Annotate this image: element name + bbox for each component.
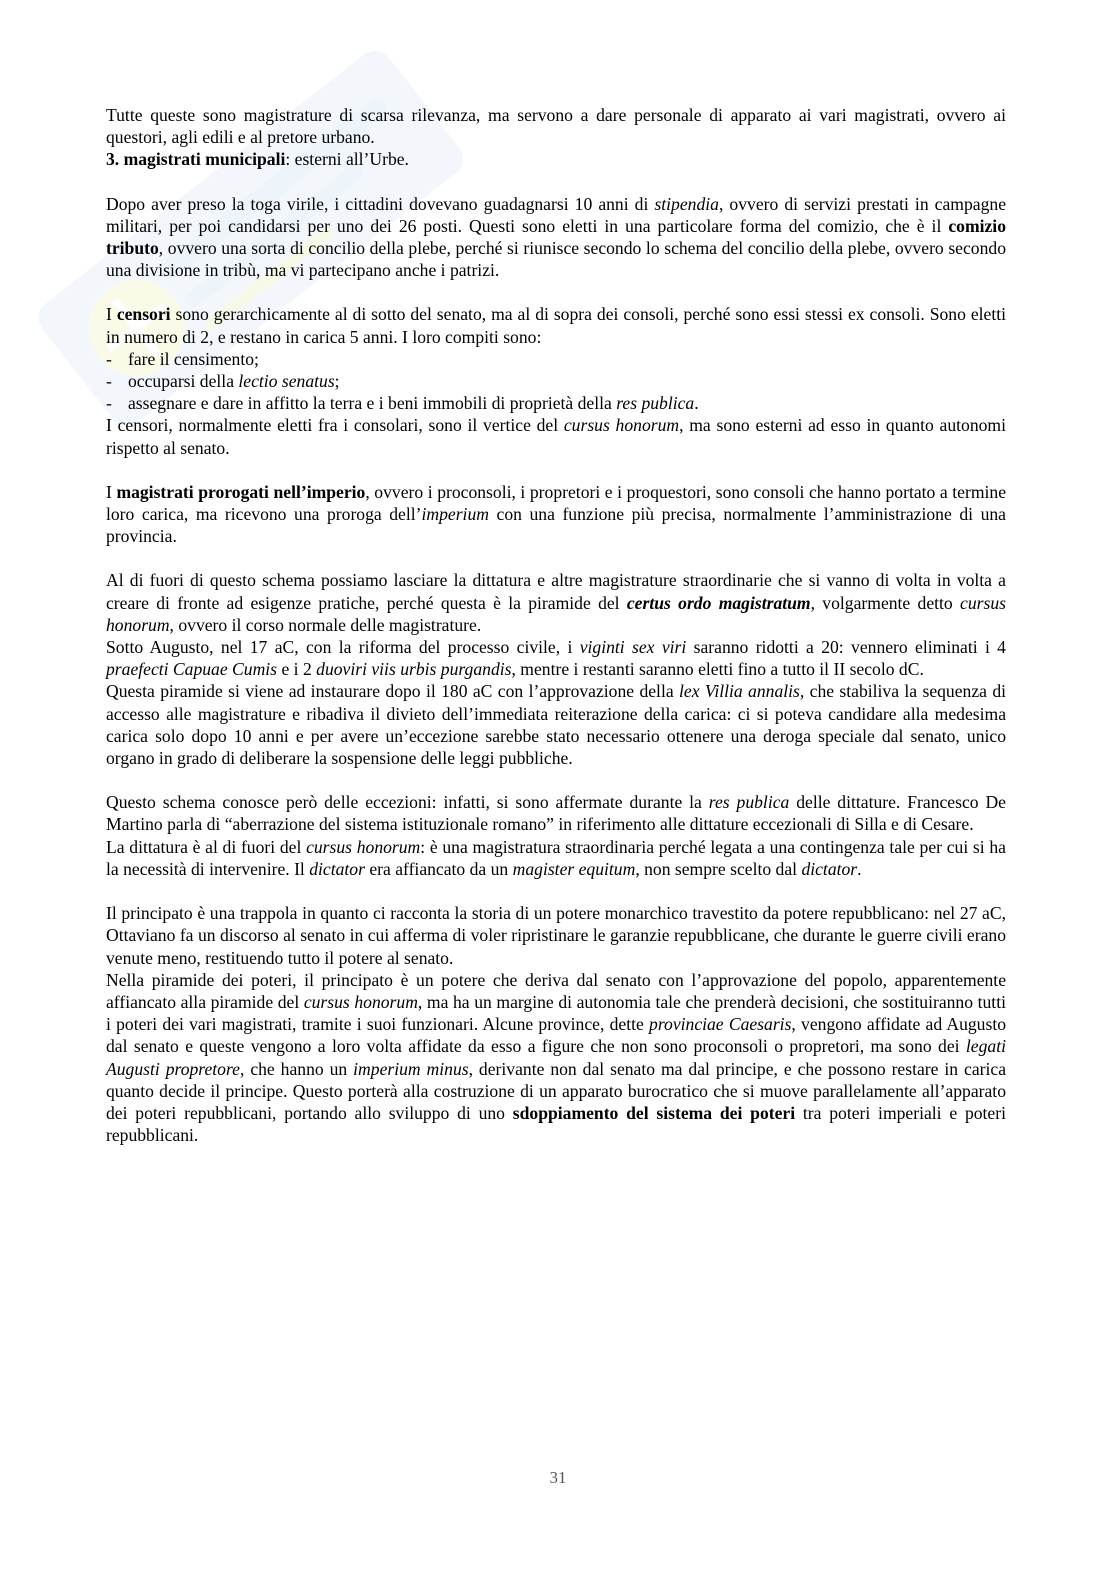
list-item	[106, 348, 1006, 370]
text-run: Al di fuori di questo schema possiamo lasciare la dittatura e altre magistrature straordinarie che si vanno di volta in volta a creare di fronte ad esigenze pratiche, perché questa è la piramide del	[106, 570, 1006, 613]
text-run: , ovvero una sorta di concilio della plebe, perché si riunisce secondo lo schema del concilio della plebe, ovvero secondo una divisione in tribù, ma vi partecipano anche i patrizi.	[106, 238, 1006, 281]
bold-text: 3. magistrati municipali	[106, 149, 286, 170]
paragraph	[106, 148, 1006, 170]
italic-text: lectio senatus	[238, 371, 335, 392]
bold-text: certus ordo magistratum	[626, 592, 811, 613]
text-run: fare il censimento;	[128, 348, 259, 369]
bold-text: censori	[116, 304, 171, 325]
text-run: era affiancato da un	[364, 858, 513, 879]
text-run: .	[694, 393, 699, 414]
bold-text: comizio tributo	[106, 215, 1006, 259]
text-run: , ovvero di servizi prestati in campagne militari, per poi candidarsi per uno dei 26 posti. Questi sono eletti in una particolare forma del comizio, che è il	[106, 193, 1006, 236]
text-run: , ovvero i proconsoli, i propretori e i proquestori, sono consoli che hanno portato a termine loro carica, ma ricevono una proroga dell’	[106, 481, 1007, 525]
text-run: La dittatura è al di fuori del	[106, 836, 307, 857]
italic-text: viginti sex viri	[579, 637, 687, 658]
paragraph	[106, 680, 1006, 769]
paragraph	[106, 481, 1006, 548]
italic-text: stipendia	[654, 193, 719, 214]
text-run: , vengono affidate ad Augusto dal senato e queste vengono a loro volta affidate da esso a figure che non sono proconsoli o propretori, ma sono dei	[106, 1014, 1006, 1057]
paragraph	[106, 902, 1006, 969]
bullet-list	[106, 348, 1006, 415]
paragraph	[106, 104, 1006, 148]
text-run: I	[106, 304, 117, 325]
paragraph	[106, 636, 1006, 680]
italic-text: cursus honorum	[563, 415, 680, 436]
italic-text: imperium	[421, 504, 489, 525]
italic-text: provinciae Caesaris	[649, 1014, 792, 1035]
text-run: .	[857, 858, 862, 879]
bold-text: sdoppiamento del sistema dei poteri	[512, 1102, 796, 1123]
text-run: Dopo aver preso la toga virile, i cittadini dovevano guadagnarsi 10 anni di	[106, 193, 655, 214]
text-run: delle dittature. Francesco De Martino parla di “aberrazione del sistema istituzionale romano” in riferimento alle dittature eccezionali di Silla e di Cesare.	[106, 792, 1006, 835]
italic-text: praefecti Capuae Cumis	[106, 659, 278, 680]
paragraph	[106, 303, 1006, 347]
italic-text: duoviri viis urbis purgandis	[316, 659, 512, 680]
text-run: , derivante non dal senato ma dal principe, e che possono restare in carica quanto decide il principe. Questo porterà alla costruzione di un apparato burocratico che si muove parallelamente all’apparato dei poteri repubblicani, portando allo sviluppo di uno	[106, 1058, 1007, 1123]
paragraph	[106, 791, 1006, 835]
text-run: , mentre i restanti saranno eletti fino a tutto il II secolo dC.	[511, 659, 924, 680]
italic-text: lex Villia annalis,	[679, 681, 805, 702]
text-run: Nella piramide dei poteri, il principato è un potere che deriva dal senato con l’approvazione del popolo, apparentemente affiancato alla piramide del	[106, 969, 1006, 1012]
paragraph	[106, 414, 1006, 458]
bold-text: magistrati prorogati nell’imperio	[116, 481, 366, 502]
text-run: : è una magistratura straordinaria perché legata a una contingenza tale per cui si ha la necessità di intervenire. Il	[106, 836, 1006, 879]
text-run: tra poteri imperiali e poteri repubblicani.	[106, 1102, 1006, 1146]
italic-text: cursus honorum	[306, 836, 421, 857]
paragraph	[106, 969, 1006, 1147]
italic-text: cursus honorum	[106, 592, 1006, 635]
text-run: saranno ridotti a 20: vennero eliminati i 4	[686, 637, 1006, 658]
paragraph	[106, 569, 1006, 636]
text-run: Sotto Augusto, nel 17 aC, con la riforma del processo civile, i	[106, 637, 580, 658]
italic-text: dictator	[309, 858, 365, 879]
text-run: Tutte queste sono magistrature di scarsa rilevanza, ma servono a dare personale di apparato ai vari magistrati, ovvero ai questori, agli edili e al pretore urbano.	[106, 105, 1006, 148]
text-run: Il principato è una trappola in quanto ci racconta la storia di un potere monarchico travestito da potere repubblicano: nel 27 aC, Ottaviano fa un discorso al senato in cui afferma di voler ripristinare le garanzie repubblicane, che durante le guerre civili erano venute meno, restituendo tutto il potere al senato.	[106, 903, 1006, 968]
list-item	[106, 392, 1006, 414]
italic-text: cursus honorum	[303, 991, 418, 1012]
text-run: assegnare e dare in affitto la terra e i beni immobili di proprietà della	[128, 393, 617, 414]
text-run: I censori, normalmente eletti fra i consolari, sono il vertice del	[106, 415, 564, 436]
italic-text: res publica	[616, 393, 695, 414]
italic-text: magister equitum	[512, 858, 636, 879]
italic-text: dictator	[801, 858, 858, 879]
text-run: occuparsi della	[128, 371, 239, 392]
text-run: , volgarmente detto	[810, 592, 961, 613]
text-run: Questo schema conosce però delle eccezioni: infatti, si sono affermate durante la	[106, 792, 709, 813]
document-body	[106, 104, 1006, 1146]
text-run: , non sempre scelto dal	[635, 858, 802, 879]
paragraph	[106, 836, 1006, 880]
page-number: 31	[549, 1468, 567, 1487]
list-item	[106, 370, 1006, 392]
text-run: con una funzione più precisa, normalmente l’amministrazione di una provincia.	[106, 504, 1006, 547]
text-run: , ma sono esterni ad esso in quanto autonomi rispetto al senato.	[106, 415, 1006, 458]
paragraph	[106, 193, 1006, 282]
text-run: ;	[334, 371, 340, 392]
text-run: , ovvero il corso normale delle magistrature.	[169, 614, 482, 635]
italic-text: res publica	[708, 792, 790, 813]
text-run: Questa piramide si viene ad instaurare dopo il 180 aC con l’approvazione della	[106, 681, 680, 702]
text-run: : esterni all’Urbe.	[285, 149, 409, 170]
text-run: sono gerarchicamente al di sotto del senato, ma al di sopra dei consoli, perché sono essi stessi ex consoli. Sono eletti in numero di 2, e restano in carica 5 anni. I loro compiti sono:	[106, 304, 1006, 347]
italic-text: legati Augusti propretore	[106, 1036, 1006, 1079]
text-run: , ma ha un margine di autonomia tale che prenderà decisioni, che sostituiranno tutti i poteri dei vari magistrati, tramite i suoi funzionari. Alcune province, dette	[106, 991, 1006, 1035]
text-run: che stabiliva la sequenza di accesso alle magistrature e ribadiva il divieto dell’immediata reiterazione della carica: ci si poteva candidare alla medesima carica solo dopo 10 anni e per avere un’eccezione sarebbe stato necessario ottenere una deroga speciale dal senato, unico organo in grado di deliberare la sospensione delle leggi pubbliche.	[106, 681, 1006, 769]
text-run: , che hanno un	[239, 1058, 354, 1079]
text-run: e i 2	[277, 659, 317, 680]
text-run: I	[106, 481, 117, 502]
italic-text: imperium minus	[353, 1058, 469, 1079]
